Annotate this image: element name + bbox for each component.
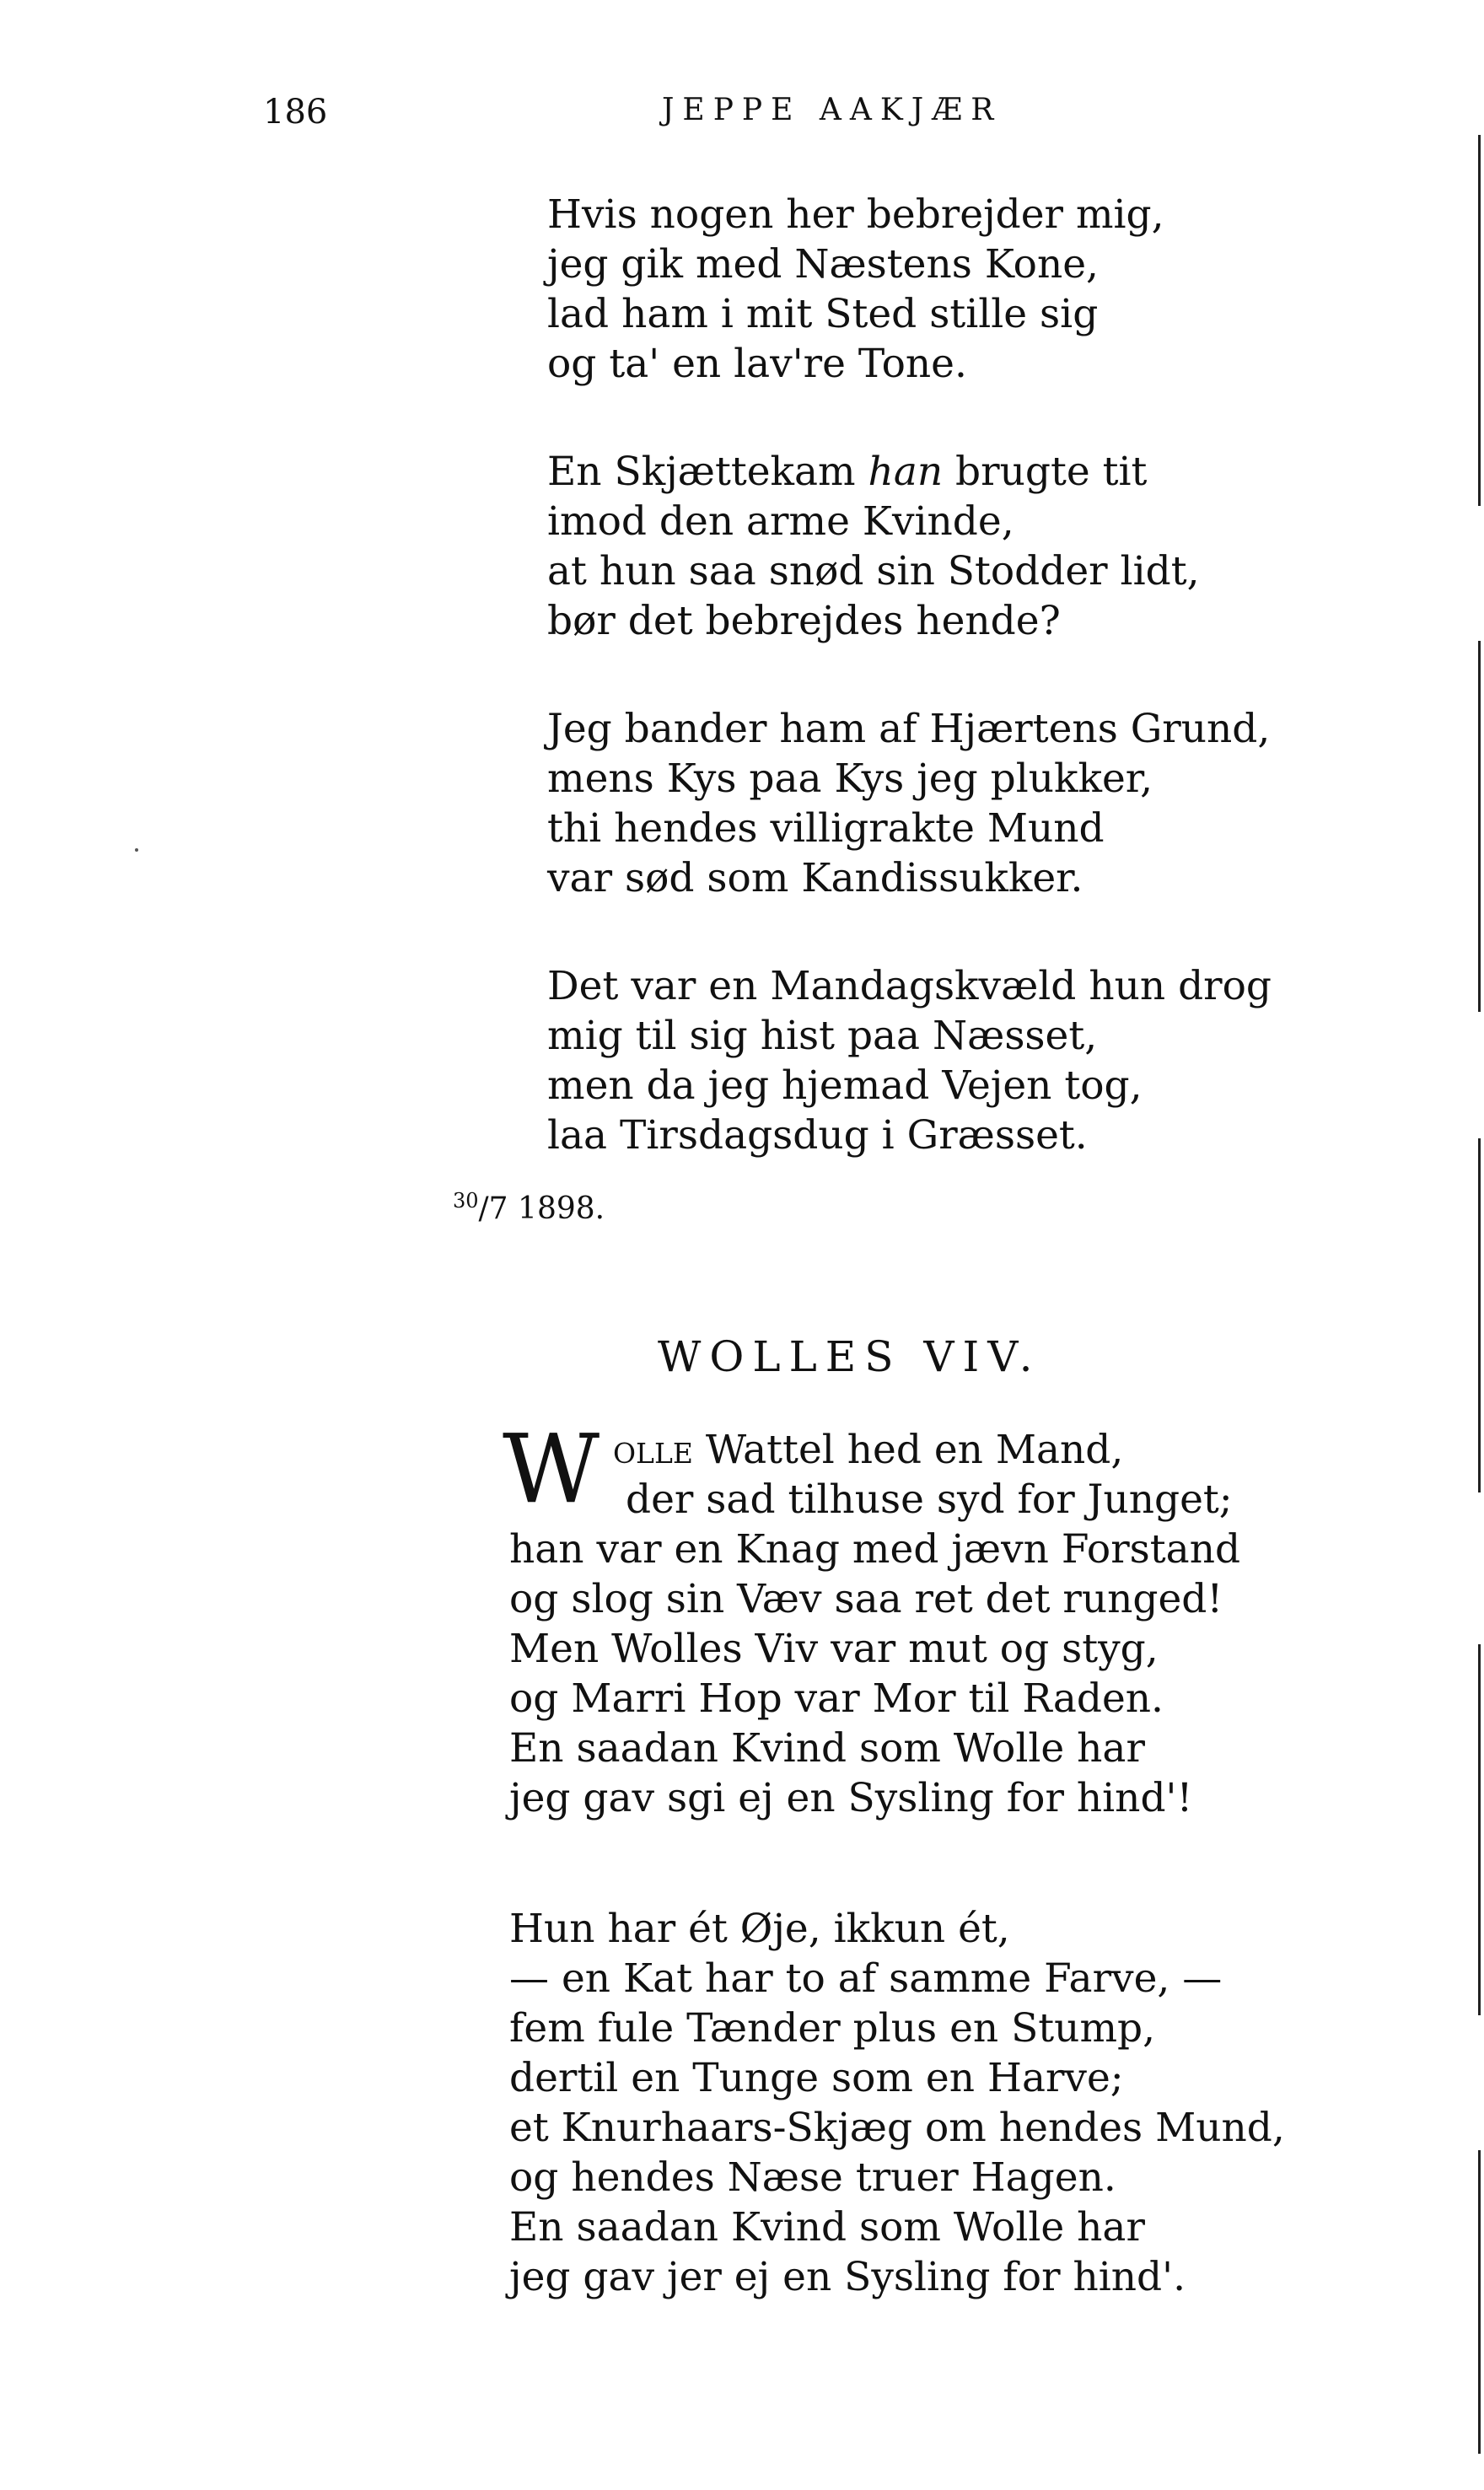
verse-text: En Skjættekam [547, 449, 868, 495]
page-number: 186 [263, 93, 328, 132]
verse-line: thi hendes villigrakte Mund [547, 805, 1105, 852]
poem-one-stanza-2 [547, 447, 1200, 646]
verse-line [613, 1425, 1123, 1475]
verse-line: mens Kys paa Kys jeg plukker, [547, 756, 1153, 802]
page-edge-rule [1478, 641, 1481, 1012]
verse-line: Jeg bander ham af Hjærtens Grund, [547, 706, 1271, 752]
date-month: /7 [478, 1191, 508, 1226]
verse-line: jeg gik med Næstens Kone, [547, 241, 1099, 288]
verse-line: Hun har ét Øje, ikkun ét, [509, 1906, 1010, 1952]
poem-two-stanza-1 [509, 1525, 1240, 1823]
poem-one-stanza-1 [547, 190, 1164, 389]
verse-line: han var en Knag med jævn Forstand [509, 1526, 1241, 1573]
verse-line: mig til sig hist paa Næsset, [547, 1013, 1098, 1059]
poem-title: WOLLES VIV. [658, 1332, 1041, 1381]
verse-line: En saadan Kvind som Wolle har [509, 2204, 1145, 2251]
poem-date [453, 1189, 605, 1226]
verse-line: men da jeg hjemad Vejen tog, [547, 1062, 1143, 1109]
poem-two-stanza-1-indented [626, 1475, 1233, 1525]
verse-line: En saadan Kvind som Wolle har [509, 1725, 1145, 1772]
small-caps-text: olle [613, 1427, 693, 1473]
verse-line: var sød som Kandissukker. [547, 855, 1083, 901]
page-edge-rule [1478, 2150, 1481, 2454]
page-edge-rule [1478, 135, 1481, 506]
poem-one-stanza-3 [547, 704, 1270, 903]
verse-line: der sad tilhuse syd for Junget; [626, 1476, 1233, 1523]
verse-line: og hendes Næse truer Hagen. [509, 2154, 1116, 2201]
drop-cap: W [503, 1415, 600, 1525]
page-edge-rule [1478, 1138, 1481, 1492]
verse-line: jeg gav sgi ej en Sysling for hind'! [509, 1775, 1193, 1821]
emphasized-word: han [868, 449, 944, 495]
verse-line: og Marri Hop var Mor til Raden. [509, 1675, 1164, 1722]
verse-line: lad ham i mit Sted stille sig [547, 291, 1099, 337]
verse-line: et Knurhaars-Skjæg om hendes Mund, [509, 2105, 1285, 2151]
verse-line: at hun saa snød sin Stodder lidt, [547, 548, 1200, 594]
page-edge-rule [1478, 1644, 1481, 2015]
poem-two-stanza-2 [509, 1904, 1285, 2302]
verse-line: dertil en Tunge som en Harve; [509, 2055, 1124, 2101]
date-year: 1898. [518, 1191, 605, 1226]
verse-line: fem fule Tænder plus en Stump, [509, 2005, 1156, 2052]
poem-one-stanza-4 [547, 961, 1272, 1160]
print-speck [135, 848, 138, 852]
verse-text: brugte tit [943, 449, 1148, 495]
verse-line: imod den arme Kvinde, [547, 498, 1014, 545]
verse-line: og ta' en lav're Tone. [547, 341, 967, 387]
running-head: JEPPE AAKJÆR [662, 93, 1003, 127]
verse-line: jeg gav jer ej en Sysling for hind'. [509, 2254, 1186, 2300]
verse-line: laa Tirsdagsdug i Græsset. [547, 1112, 1088, 1159]
verse-line: bør det bebrejdes hende? [547, 598, 1061, 644]
verse-line: Men Wolles Viv var mut og styg, [509, 1626, 1159, 1672]
verse-text: Wattel hed en Mand, [692, 1427, 1124, 1473]
verse-line: — en Kat har to af samme Farve, — [509, 1955, 1223, 2002]
verse-line: Hvis nogen her bebrejder mig, [547, 191, 1164, 238]
verse-line: Det var en Mandagskvæld hun drog [547, 963, 1272, 1009]
verse-line [547, 447, 1200, 497]
poem-two-first-line [613, 1425, 1123, 1475]
verse-line: og slog sin Væv saa ret det runged! [509, 1576, 1223, 1622]
date-day: 30 [453, 1189, 479, 1213]
